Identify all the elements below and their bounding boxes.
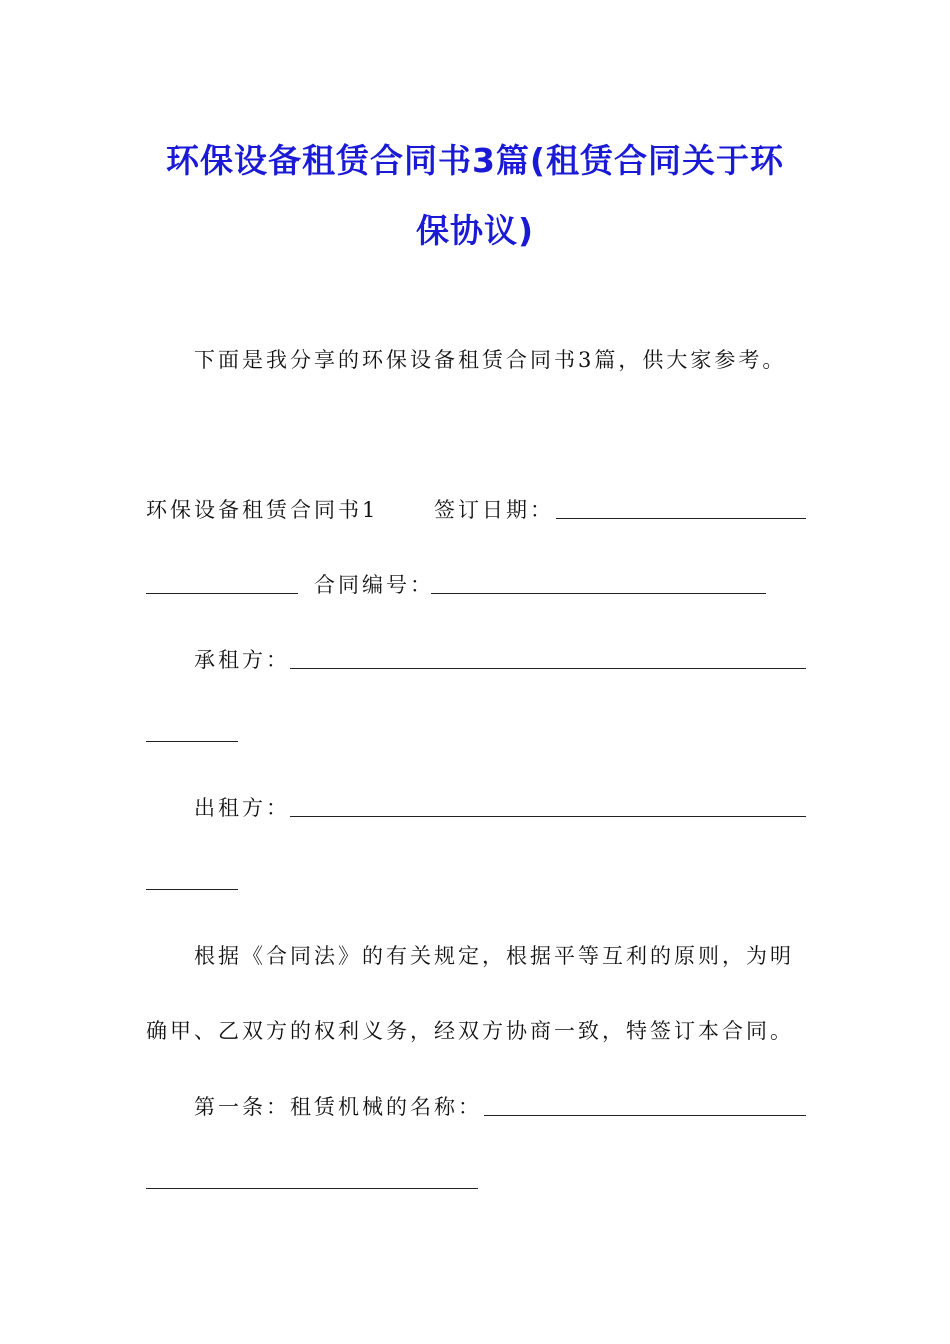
sign-date-blank [556, 518, 806, 519]
lessor-blank-continued [146, 889, 238, 890]
document-title-line-2: 保协议) [415, 211, 535, 250]
lessee-blank [290, 668, 806, 669]
contract-heading: 环保设备租赁合同书1 [146, 498, 379, 522]
sign-date-label: 签订日期： [434, 498, 554, 522]
paragraph-line-1: 根据《合同法》的有关规定，根据平等互利的原则，为明 [194, 944, 794, 968]
paragraph-line-2: 确甲、乙双方的权利义务，经双方协商一致，特签订本合同。 [146, 1019, 794, 1043]
intro-paragraph: 下面是我分享的环保设备租赁合同书3篇，供大家参考。 [194, 348, 787, 372]
article-1-blank [484, 1115, 806, 1116]
lessor-label: 出租方： [194, 796, 290, 820]
contract-number-blank [431, 593, 766, 594]
sign-date-blank-continued [146, 593, 298, 594]
lessee-label: 承租方： [194, 648, 290, 672]
lessee-blank-continued [146, 741, 238, 742]
article-1-label: 第一条：租赁机械的名称： [194, 1095, 482, 1119]
document-title-line-1: 环保设备租赁合同书3篇(租赁合同关于环 [165, 141, 785, 180]
contract-number-label: 合同编号： [314, 573, 434, 597]
lessor-blank [290, 816, 806, 817]
article-1-blank-continued [146, 1188, 478, 1189]
